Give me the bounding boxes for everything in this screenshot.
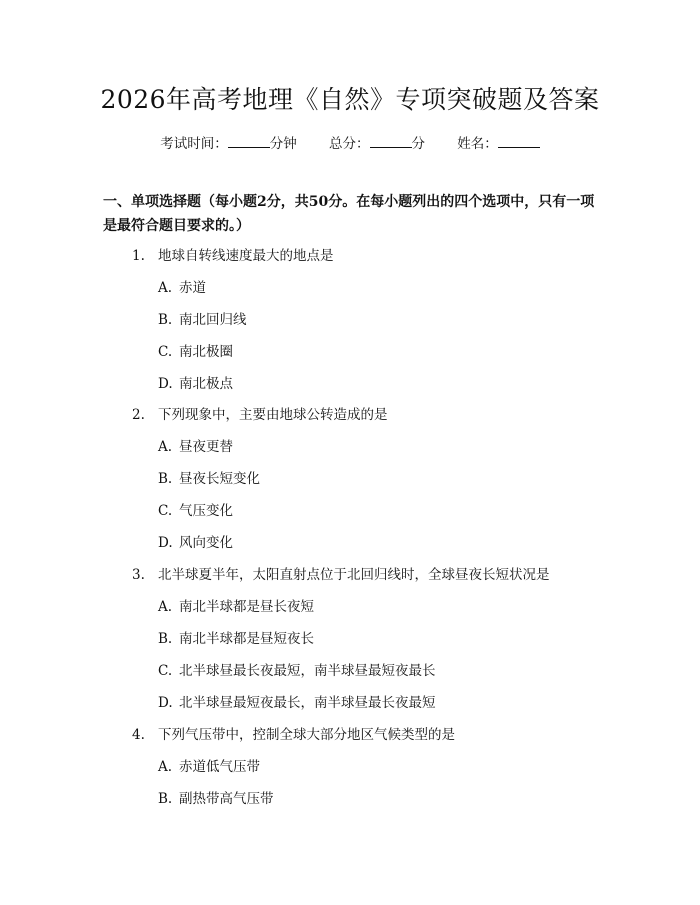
option-item <box>158 659 436 679</box>
option-letter: C. <box>158 663 173 679</box>
option-letter: A. <box>158 759 173 775</box>
option-item <box>158 755 260 775</box>
option-letter: D. <box>158 535 173 551</box>
option-item <box>158 787 274 807</box>
option-item <box>158 308 247 328</box>
option-letter: B. <box>158 791 173 807</box>
question-text: 下列气压带中，控制全球大部分地区气候类型的是 <box>158 727 455 743</box>
option-text: 南北半球都是昼长夜短 <box>179 599 314 615</box>
question-text: 北半球夏半年，太阳直射点位于北回归线时，全球昼夜长短状况是 <box>158 567 550 583</box>
total-score-group <box>329 132 425 152</box>
option-letter: A. <box>158 599 173 615</box>
exam-time-blank <box>228 135 270 148</box>
option-letter: A. <box>158 280 173 296</box>
question-item <box>132 563 550 583</box>
option-letter: B. <box>158 312 173 328</box>
question-number: 1. <box>132 248 145 264</box>
question-number: 4. <box>132 727 145 743</box>
option-text: 副热带高气压带 <box>179 791 274 807</box>
exam-time-group <box>160 132 297 152</box>
option-item <box>158 531 233 551</box>
option-text: 赤道 <box>179 280 206 296</box>
question-item <box>132 244 334 264</box>
total-score-unit: 分 <box>411 136 425 152</box>
option-item <box>158 435 233 455</box>
question-text: 地球自转线速度最大的地点是 <box>158 248 334 264</box>
option-text: 北半球昼最短夜最长，南半球昼最长夜最短 <box>179 695 436 711</box>
option-item <box>158 467 260 487</box>
question-text: 下列现象中，主要由地球公转造成的是 <box>158 407 388 423</box>
option-item <box>158 276 206 296</box>
exam-time-label: 考试时间： <box>160 136 228 152</box>
option-item <box>158 340 233 360</box>
total-score-label: 总分： <box>329 136 370 152</box>
section-heading: 一、单项选择题（每小题2分，共50分。在每小题列出的四个选项中，只有一项是最符合题目要求的。） <box>103 194 595 234</box>
option-text: 南北半球都是昼短夜长 <box>179 631 314 647</box>
option-item <box>158 499 233 519</box>
option-letter: D. <box>158 376 173 392</box>
option-text: 昼夜更替 <box>179 439 233 455</box>
option-text: 南北极圈 <box>179 344 233 360</box>
option-text: 气压变化 <box>179 503 233 519</box>
page-title: 2026年高考地理《自然》专项突破题及答案 <box>100 85 600 114</box>
option-item <box>158 691 436 711</box>
option-item <box>158 627 314 647</box>
option-text: 北半球昼最长夜最短，南半球昼最短夜最长 <box>179 663 436 679</box>
option-text: 南北回归线 <box>179 312 247 328</box>
name-label: 姓名： <box>457 136 498 152</box>
option-text: 赤道低气压带 <box>179 759 260 775</box>
option-text: 南北极点 <box>179 376 233 392</box>
option-letter: B. <box>158 631 173 647</box>
option-item <box>158 595 314 615</box>
name-group <box>457 132 540 152</box>
question-number: 3. <box>132 567 145 583</box>
question-number: 2. <box>132 407 145 423</box>
option-letter: C. <box>158 344 173 360</box>
option-letter: B. <box>158 471 173 487</box>
exam-time-unit: 分钟 <box>269 136 297 152</box>
question-item <box>132 403 388 423</box>
option-letter: A. <box>158 439 173 455</box>
total-score-blank <box>370 135 412 148</box>
option-text: 风向变化 <box>179 535 233 551</box>
option-text: 昼夜长短变化 <box>179 471 260 487</box>
exam-info-line <box>0 132 700 152</box>
option-letter: C. <box>158 503 173 519</box>
name-blank <box>498 135 540 148</box>
question-item <box>132 723 455 743</box>
option-item <box>158 372 233 392</box>
option-letter: D. <box>158 695 173 711</box>
